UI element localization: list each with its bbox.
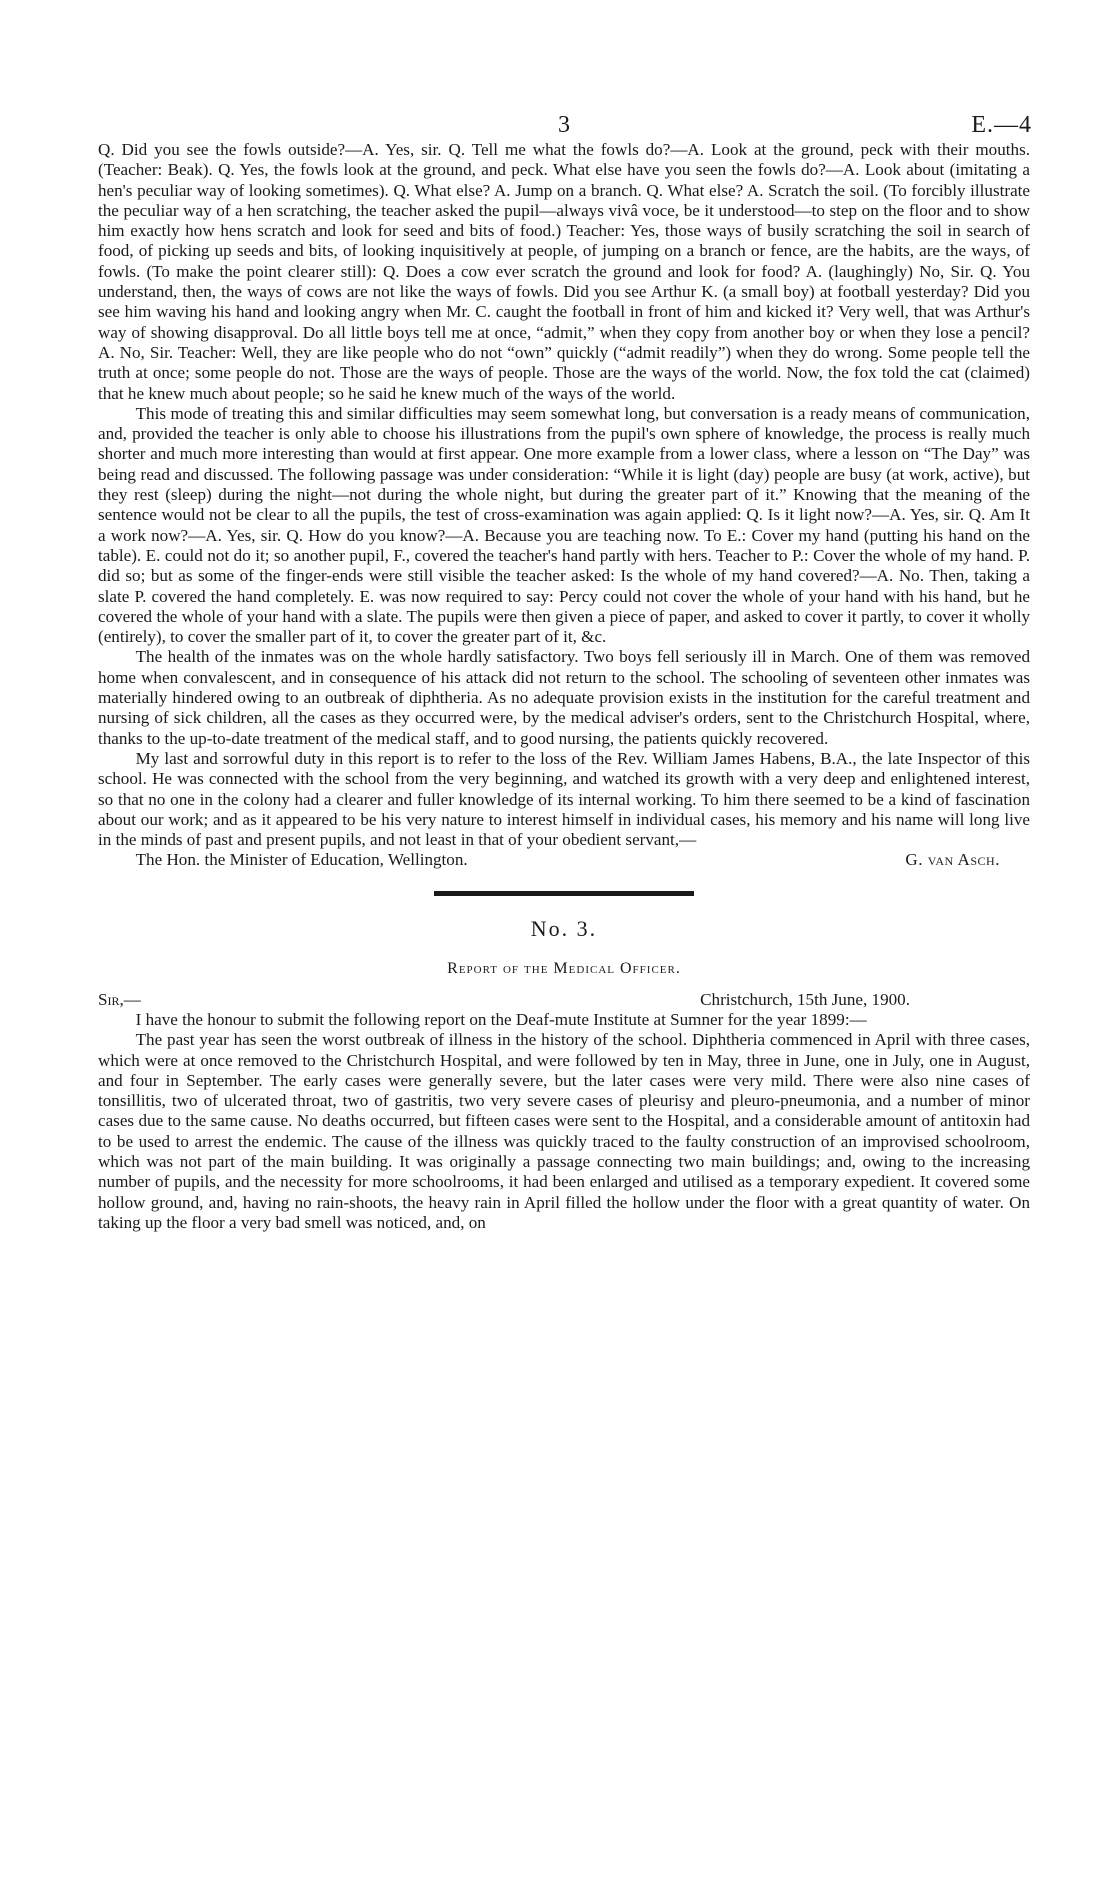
medical-report-body: [98, 1010, 1030, 1233]
paragraph: This mode of treating this and similar difficulties may seem somewhat long, but conversation is a ready means of communication, and, provided the teacher is only able to choose his illustrations from the pupil's own sphere of knowledge, the process is really much shorter and much more interesting than would at first appear. One more example from a lower class, where a lesson on “The Day” was being read and discussed. The following passage was under consideration: “While it is light (day) people are busy (at work, active), but they rest (sleep) during the night—not during the whole night, but during the greater part of it.” Knowing that the meaning of the sentence would not be clear to all the pupils, the test of cross-examination was again applied: Q. Is it light now?—A. Yes, sir. Q. Am It a work now?—A. Yes, sir. Q. How do you know?—A. Because you are teaching now. To E.: Cover my hand (putting his hand on the table). E. could not do it; so another pupil, F., covered the teacher's hand partly with hers. Teacher to P.: Cover the whole of my hand. P. did so; but as some of the finger-ends were still visible the teacher asked: Is the whole of my hand covered?—A. No. Then, taking a slate P. covered the hand completely. E. was now required to say: Percy could not cover the whole of your hand with his hand, but he covered the whole of your hand with a slate. The pupils were then given a piece of paper, and asked to cover it partly, to cover it wholly (entirely), to cover the smaller part of it, to cover the greater part of it, &c.: [98, 403, 1030, 647]
paragraph: The health of the inmates was on the whole hardly satisfactory. Two boys fell seriously ill in March. One of them was removed home when convalescent, and in consequence of his attack did not return to the school. The schooling of seventeen other inmates was materially hindered owing to an outbreak of diphtheria. As no adequate provision exists in the institution for the careful treatment and nursing of sick children, all the cases as they occurred were, by the medical adviser's orders, sent to the Christchurch Hospital, where, thanks to the up-to-date treatment of the medical staff, and to good nursing, the patients quickly recovered.: [98, 647, 1030, 748]
salutation-row: [98, 990, 1030, 1010]
page-number: 3: [558, 112, 570, 138]
addressee: The Hon. the Minister of Education, Wellington.: [135, 850, 468, 870]
section-title: Report of the Medical Officer.: [447, 959, 681, 977]
intro-paragraph: I have the honour to submit the following report on the Deaf-mute Institute at Sumner for the year 1899:—: [135, 1009, 867, 1029]
closing-row: [98, 850, 1030, 870]
paragraph: My last and sorrowful duty in this report is to refer to the loss of the Rev. William James Habens, B.A., the late Inspector of this school. He was connected with the school from the very beginning, and watched its growth with a very deep and enlightened interest, so that no one in the colony had a clearer and fuller knowledge of its internal working. To him there seemed to be a kind of fascination about our work; and as it appeared to be his very nature to interest himself in individual cases, his memory and his name will long live in the minds of past and present pupils, and not least in that of your obedient servant,—: [98, 748, 1030, 850]
report-body: [98, 140, 1030, 850]
section-divider: [434, 891, 694, 896]
document-page: [98, 0, 1030, 1233]
paragraph: Q. Did you see the fowls outside?—A. Yes, sir. Q. Tell me what the fowls do?—A. Look at the ground, peck with their mouths. (Teacher: Beak). Q. Yes, the fowls look at the ground, and peck. What else have you seen the fowls do?—A. Look about (imitating a hen's peculiar way of looking sometimes). Q. What else? A. Jump on a branch. Q. What else? A. Scratch the soil. (To forcibly illustrate the peculiar way of a hen scratching, the teacher asked the pupil—always vivâ voce, be it understood—to step on the floor and to show him exactly how hens scratch and look for seed and bits of food.) Teacher: Yes, those ways of busily scratching the soil in search of food, of picking up seeds and bits, of looking inquisitively at people, of jumping on a branch or fence, are the habits, are the ways, of fowls. (To make the point clearer still): Q. Does a cow ever scratch the ground and look for food? A. (laughingly) No, Sir. Q. You understand, then, the ways of cows are not like the ways of fowls. Did you see Arthur K. (a small boy) at football yesterday? Did you see him waving his hand and looking angry when Mr. C. caught the football in front of him and kicked it? Very well, that was Arthur's way of showing disapproval. Do all little boys tell me at once, “admit,” when they copy from another boy or when they lose a pencil? A. No, Sir. Teacher: Well, they are like people who do not “own” quickly (“admit readily”) when they do wrong. Some people tell the truth at once; some people do not. Those are the ways of people. Those are the ways of the world. Now, the fox told the cat (claimed) that he knew much about people; so he said he knew much of the ways of the world.: [98, 140, 1030, 403]
section-number: No. 3.: [530, 915, 598, 941]
series-code: E.—4: [971, 112, 1032, 138]
salutation: Sir,—: [98, 989, 141, 1009]
signature: G. van Asch.: [905, 850, 1000, 870]
paragraph: The past year has seen the worst outbreak of illness in the history of the school. Diphtheria commenced in April with three cases, which were at once removed to the Christchurch Hospital, and were followed by ten in May, three in June, one in July, one in August, and four in September. The early cases were generally severe, but the later cases were very mild. There were also nine cases of tonsillitis, two of ulcerated throat, two of gastritis, two very severe cases of pleurisy and pleuro-pneumonia, and a number of minor cases due to the same cause. No deaths occurred, but fifteen cases were sent to the Hospital, and a considerable amount of antitoxin had to be used to arrest the endemic. The cause of the illness was quickly traced to the faulty construction of an improvised schoolroom, which was not part of the main building. It was originally a passage connecting two main buildings; and, owing to the increasing number of pupils, and the necessity for more schoolrooms, it had been enlarged and utilised as a temporary expedient. It covered some hollow ground, and, having no rain-shoots, the heavy rain in April filled the hollow under the floor with a great quantity of water. On taking up the floor a very bad smell was noticed, and, on: [98, 1030, 1030, 1232]
page-header: [98, 0, 1030, 140]
date-line: Christchurch, 15th June, 1900.: [700, 989, 910, 1009]
